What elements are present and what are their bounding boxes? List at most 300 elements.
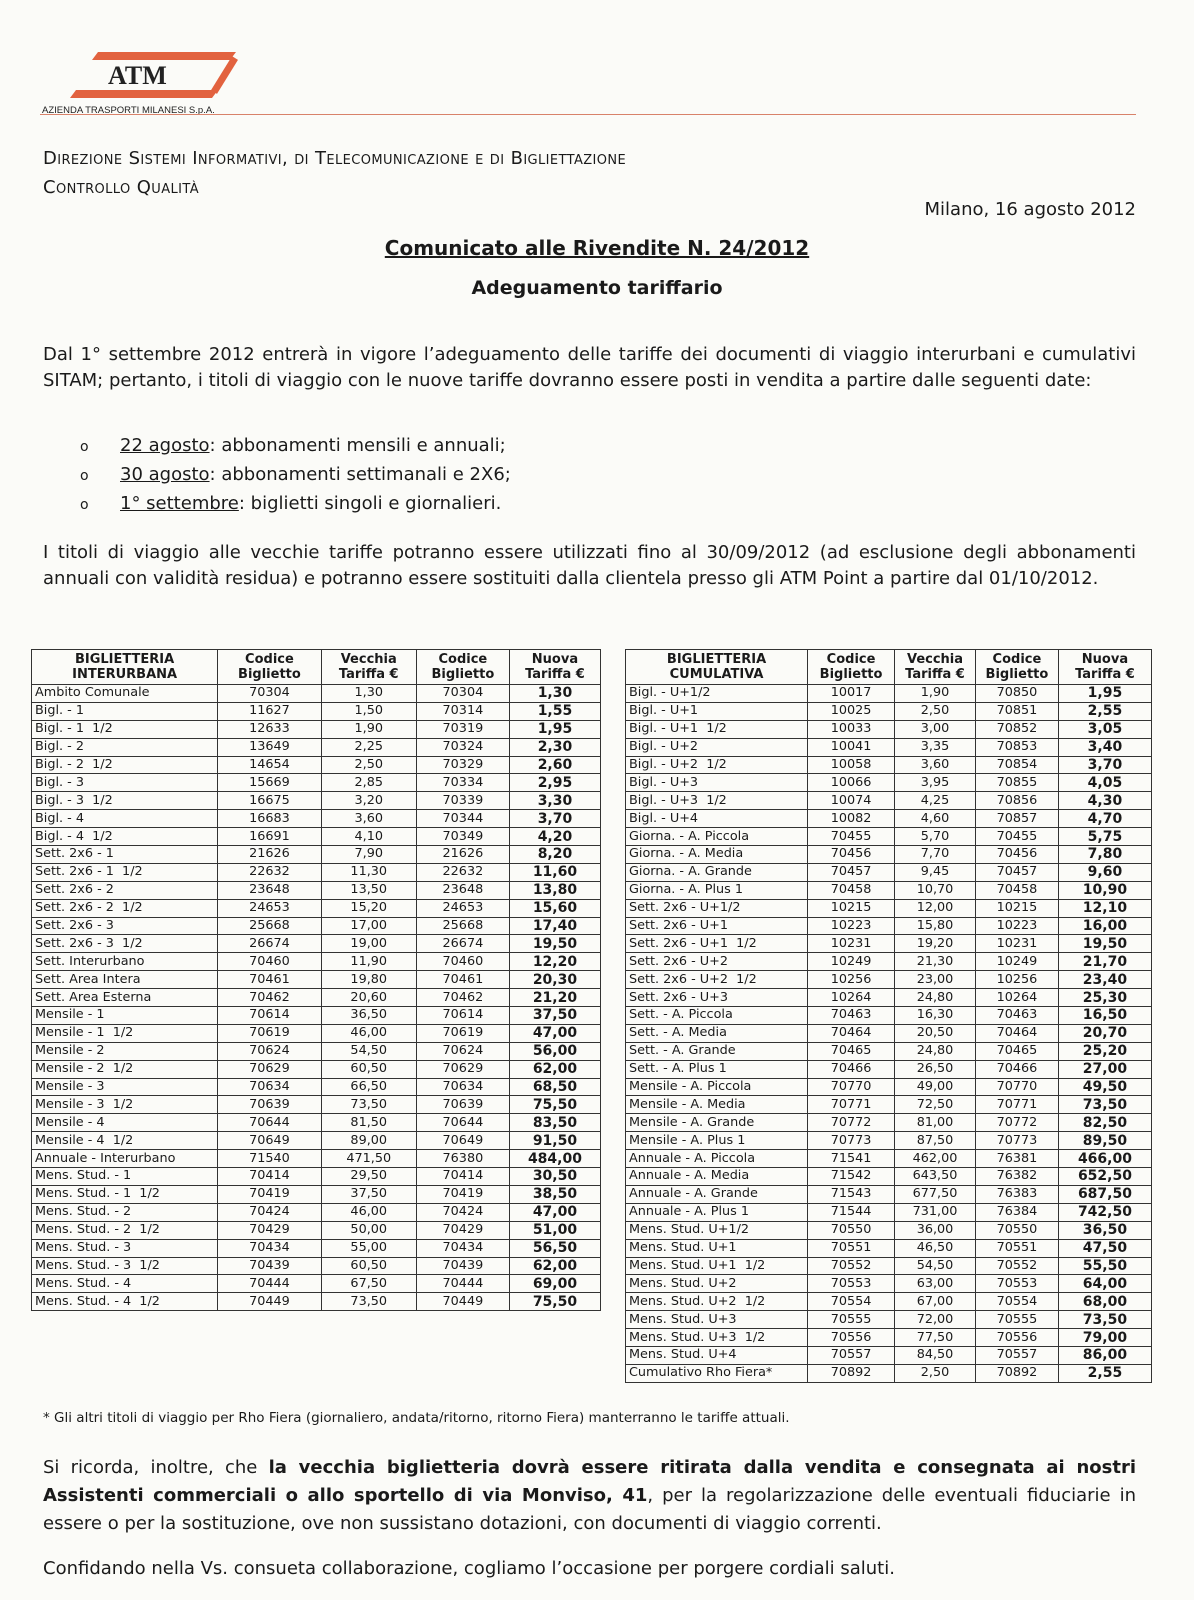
table-row	[626, 756, 1152, 774]
table-row	[32, 971, 601, 989]
old-fare-cell: 1,30	[321, 685, 416, 703]
table-row	[32, 1185, 601, 1203]
new-code-cell: 70424	[416, 1203, 509, 1221]
ticket-name-cell: Sett. 2x6 - U+3	[626, 989, 808, 1007]
old-code-cell: 70458	[808, 881, 895, 899]
ticket-name-cell: Sett. 2x6 - U+2 1/2	[626, 971, 808, 989]
new-code-cell: 76381	[975, 1150, 1058, 1168]
table-row	[626, 1060, 1152, 1078]
column-header	[975, 650, 1058, 685]
new-fare-cell: 21,20	[509, 989, 600, 1007]
new-code-cell: 70465	[975, 1042, 1058, 1060]
new-fare-cell: 4,70	[1058, 810, 1151, 828]
new-code-cell: 70649	[416, 1132, 509, 1150]
old-fare-cell: 73,50	[321, 1096, 416, 1114]
ticket-name-cell: Bigl. - 3 1/2	[32, 792, 218, 810]
new-code-cell: 70850	[975, 685, 1058, 703]
old-code-cell: 15669	[218, 774, 321, 792]
new-code-cell: 10256	[975, 971, 1058, 989]
new-code-cell: 70624	[416, 1042, 509, 1060]
new-code-cell: 70854	[975, 756, 1058, 774]
table-row	[32, 1150, 601, 1168]
old-code-cell: 10082	[808, 810, 895, 828]
ticket-name-cell: Sett. 2x6 - 1 1/2	[32, 863, 218, 881]
new-fare-cell: 68,50	[509, 1078, 600, 1096]
new-code-cell: 70304	[416, 685, 509, 703]
new-fare-cell: 91,50	[509, 1132, 600, 1150]
old-code-cell: 23648	[218, 881, 321, 899]
ticket-name-cell: Mens. Stud. U+4	[626, 1346, 808, 1364]
new-code-cell: 70329	[416, 756, 509, 774]
new-fare-cell: 4,05	[1058, 774, 1151, 792]
ticket-name-cell: Mens. Stud. - 2 1/2	[32, 1221, 218, 1239]
old-code-cell: 70555	[808, 1311, 895, 1329]
new-code-cell: 70455	[975, 828, 1058, 846]
table-row	[32, 1042, 601, 1060]
column-header-line-1: Codice	[826, 652, 876, 667]
old-code-cell: 70634	[218, 1078, 321, 1096]
old-code-cell: 70414	[218, 1168, 321, 1186]
ticket-name-cell: Sett. 2x6 - U+1 1/2	[626, 935, 808, 953]
old-fare-cell: 50,00	[321, 1221, 416, 1239]
table-row	[32, 1060, 601, 1078]
table-row	[626, 720, 1152, 738]
ticket-name-cell: Mensile - 2	[32, 1042, 218, 1060]
ticket-name-cell: Mens. Stud. U+2	[626, 1275, 808, 1293]
old-fare-cell: 11,90	[321, 953, 416, 971]
new-code-cell: 70324	[416, 738, 509, 756]
old-fare-cell: 67,00	[895, 1293, 976, 1311]
new-code-cell: 70619	[416, 1024, 509, 1042]
new-fare-cell: 89,50	[1058, 1132, 1151, 1150]
new-fare-cell: 19,50	[1058, 935, 1151, 953]
old-code-cell: 70460	[218, 953, 321, 971]
column-header-line-1: Nuova	[1081, 652, 1129, 667]
old-code-cell: 70461	[218, 971, 321, 989]
ticket-name-cell: Bigl. - U+4	[626, 810, 808, 828]
new-code-cell: 70349	[416, 828, 509, 846]
column-header	[1058, 650, 1151, 685]
ticket-name-cell: Bigl. - 3	[32, 774, 218, 792]
new-fare-cell: 2,55	[1058, 1364, 1151, 1382]
ticket-name-cell: Sett. Interurbano	[32, 953, 218, 971]
new-fare-cell: 73,50	[1058, 1311, 1151, 1329]
new-fare-cell: 5,75	[1058, 828, 1151, 846]
column-header	[808, 650, 895, 685]
table-row	[626, 935, 1152, 953]
table-row	[32, 792, 601, 810]
ticket-name-cell: Sett. 2x6 - 1	[32, 846, 218, 864]
ticket-name-cell: Bigl. - 1 1/2	[32, 720, 218, 738]
logo-stripe-bottom	[70, 90, 218, 98]
ticket-name-cell: Sett. - A. Grande	[626, 1042, 808, 1060]
new-code-cell: 76383	[975, 1185, 1058, 1203]
new-code-cell: 70556	[975, 1329, 1058, 1347]
ticket-name-cell: Bigl. - 4 1/2	[32, 828, 218, 846]
ticket-name-cell: Bigl. - U+2 1/2	[626, 756, 808, 774]
new-code-cell: 70344	[416, 810, 509, 828]
ticket-name-cell: Mensile - A. Grande	[626, 1114, 808, 1132]
old-code-cell: 10223	[808, 917, 895, 935]
ticket-name-cell: Mensile - A. Media	[626, 1096, 808, 1114]
old-fare-cell: 81,00	[895, 1114, 976, 1132]
table-row	[626, 1275, 1152, 1293]
new-code-cell: 76380	[416, 1150, 509, 1168]
new-code-cell: 70552	[975, 1257, 1058, 1275]
old-code-cell: 12633	[218, 720, 321, 738]
old-fare-cell: 24,80	[895, 989, 976, 1007]
table-row	[32, 1114, 601, 1132]
new-fare-cell: 742,50	[1058, 1203, 1151, 1221]
ticket-name-cell: Bigl. - U+1	[626, 702, 808, 720]
table-row	[626, 685, 1152, 703]
table-row	[626, 1132, 1152, 1150]
new-fare-cell: 2,60	[509, 756, 600, 774]
table-row	[32, 935, 601, 953]
department-line-2: Controllo Qualità	[43, 177, 199, 198]
ticket-name-cell: Sett. 2x6 - 2	[32, 881, 218, 899]
new-fare-cell: 55,50	[1058, 1257, 1151, 1275]
old-code-cell: 25668	[218, 917, 321, 935]
new-code-cell: 70773	[975, 1132, 1058, 1150]
table-row	[626, 953, 1152, 971]
ticket-name-cell: Bigl. - U+3	[626, 774, 808, 792]
new-fare-cell: 11,60	[509, 863, 600, 881]
new-code-cell: 10215	[975, 899, 1058, 917]
table-row	[626, 1168, 1152, 1186]
new-fare-cell: 83,50	[509, 1114, 600, 1132]
ticket-name-cell: Mensile - 3 1/2	[32, 1096, 218, 1114]
new-code-cell: 26674	[416, 935, 509, 953]
table-row	[626, 1185, 1152, 1203]
old-fare-cell: 49,00	[895, 1078, 976, 1096]
old-fare-cell: 19,80	[321, 971, 416, 989]
new-fare-cell: 1,30	[509, 685, 600, 703]
column-header	[416, 650, 509, 685]
old-fare-cell: 72,50	[895, 1096, 976, 1114]
table-header-row	[626, 650, 1152, 685]
old-code-cell: 10264	[808, 989, 895, 1007]
new-fare-cell: 2,55	[1058, 702, 1151, 720]
column-header-line-1: Codice	[438, 652, 488, 667]
new-fare-cell: 64,00	[1058, 1275, 1151, 1293]
new-code-cell: 70457	[975, 863, 1058, 881]
new-code-cell: 70853	[975, 738, 1058, 756]
old-code-cell: 70629	[218, 1060, 321, 1078]
new-fare-cell: 16,00	[1058, 917, 1151, 935]
ticket-name-cell: Bigl. - 2	[32, 738, 218, 756]
list-item-text: : abbonamenti mensili e annuali;	[209, 435, 506, 456]
table-row	[32, 1293, 601, 1311]
old-fare-cell: 11,30	[321, 863, 416, 881]
new-fare-cell: 3,40	[1058, 738, 1151, 756]
old-fare-cell: 15,20	[321, 899, 416, 917]
table-row	[32, 1096, 601, 1114]
list-item-date: 22 agosto	[120, 435, 210, 456]
column-header-line-2: Tariffa €	[338, 667, 399, 682]
ticket-name-cell: Giorna. - A. Plus 1	[626, 881, 808, 899]
footnote: * Gli altri titoli di viaggio per Rho Fiera (giornaliero, andata/ritorno, ritorno Fiera) manterranno le tariffe attuali.	[43, 1410, 790, 1426]
department-line-1: Direzione Sistemi Informativi, di Telecomunicazione e di Bigliettazione	[43, 148, 627, 169]
old-fare-cell: 643,50	[895, 1168, 976, 1186]
old-code-cell: 10017	[808, 685, 895, 703]
old-code-cell: 10074	[808, 792, 895, 810]
table-row	[32, 1024, 601, 1042]
new-code-cell: 70434	[416, 1239, 509, 1257]
old-fare-cell: 3,00	[895, 720, 976, 738]
old-code-cell: 70462	[218, 989, 321, 1007]
old-code-cell: 10256	[808, 971, 895, 989]
ticket-name-cell: Sett. - A. Media	[626, 1024, 808, 1042]
ticket-name-cell: Mensile - 4 1/2	[32, 1132, 218, 1150]
old-fare-cell: 46,00	[321, 1203, 416, 1221]
column-header-line-2: Tariffa €	[905, 667, 965, 682]
new-fare-cell: 3,70	[509, 810, 600, 828]
old-fare-cell: 67,50	[321, 1275, 416, 1293]
old-fare-cell: 21,30	[895, 953, 976, 971]
ticket-name-cell: Mensile - 1 1/2	[32, 1024, 218, 1042]
old-fare-cell: 73,50	[321, 1293, 416, 1311]
closing-paragraph: Confidando nella Vs. consueta collaborazione, cogliamo l’occasione per porgere cordiali saluti.	[43, 1558, 895, 1579]
ticket-name-cell: Mens. Stud. U+3	[626, 1311, 808, 1329]
old-code-cell: 10058	[808, 756, 895, 774]
table-row	[626, 792, 1152, 810]
ticket-name-cell: Sett. 2x6 - 3 1/2	[32, 935, 218, 953]
reminder-pre: Si ricorda, inoltre, che	[43, 1457, 269, 1478]
table-row	[626, 1221, 1152, 1239]
new-code-cell: 70334	[416, 774, 509, 792]
new-fare-cell: 19,50	[509, 935, 600, 953]
table-row	[626, 846, 1152, 864]
new-fare-cell: 466,00	[1058, 1150, 1151, 1168]
table-row	[626, 881, 1152, 899]
old-fare-cell: 72,00	[895, 1311, 976, 1329]
ticket-name-cell: Sett. - A. Plus 1	[626, 1060, 808, 1078]
ticket-name-cell: Mens. Stud. U+1	[626, 1239, 808, 1257]
new-fare-cell: 652,50	[1058, 1168, 1151, 1186]
list-item-date: 30 agosto	[120, 464, 210, 485]
column-header-line-1: Nuova	[531, 652, 579, 667]
ticket-name-cell: Mens. Stud. U+2 1/2	[626, 1293, 808, 1311]
table-row	[32, 1221, 601, 1239]
new-code-cell: 70614	[416, 1007, 509, 1025]
column-header	[321, 650, 416, 685]
table-row	[32, 702, 601, 720]
old-fare-cell: 36,00	[895, 1221, 976, 1239]
old-code-cell: 70439	[218, 1257, 321, 1275]
table-row	[626, 1096, 1152, 1114]
header-rule	[40, 114, 1136, 115]
old-code-cell: 70463	[808, 1007, 895, 1025]
new-code-cell: 70414	[416, 1168, 509, 1186]
old-code-cell: 70434	[218, 1239, 321, 1257]
new-fare-cell: 75,50	[509, 1096, 600, 1114]
new-fare-cell: 15,60	[509, 899, 600, 917]
old-fare-cell: 2,50	[895, 1364, 976, 1382]
table-row	[626, 702, 1152, 720]
old-fare-cell: 7,90	[321, 846, 416, 864]
new-fare-cell: 16,50	[1058, 1007, 1151, 1025]
new-fare-cell: 49,50	[1058, 1078, 1151, 1096]
new-fare-cell: 38,50	[509, 1185, 600, 1203]
new-fare-cell: 47,00	[509, 1203, 600, 1221]
ticket-name-cell: Mens. Stud. - 1 1/2	[32, 1185, 218, 1203]
new-fare-cell: 3,05	[1058, 720, 1151, 738]
old-fare-cell: 16,30	[895, 1007, 976, 1025]
new-fare-cell: 12,10	[1058, 899, 1151, 917]
old-code-cell: 10066	[808, 774, 895, 792]
table-row	[626, 989, 1152, 1007]
old-fare-cell: 12,00	[895, 899, 976, 917]
old-fare-cell: 37,50	[321, 1185, 416, 1203]
table-row	[32, 863, 601, 881]
new-fare-cell: 23,40	[1058, 971, 1151, 989]
old-fare-cell: 19,00	[321, 935, 416, 953]
new-fare-cell: 73,50	[1058, 1096, 1151, 1114]
new-fare-cell: 10,90	[1058, 881, 1151, 899]
old-fare-cell: 23,00	[895, 971, 976, 989]
table-row	[626, 971, 1152, 989]
old-code-cell: 70770	[808, 1078, 895, 1096]
table-row	[32, 846, 601, 864]
old-fare-cell: 60,50	[321, 1257, 416, 1275]
new-fare-cell: 75,50	[509, 1293, 600, 1311]
table-row	[32, 810, 601, 828]
old-fare-cell: 19,20	[895, 935, 976, 953]
old-code-cell: 11627	[218, 702, 321, 720]
old-fare-cell: 46,50	[895, 1239, 976, 1257]
ticket-name-cell: Mensile - 3	[32, 1078, 218, 1096]
new-code-cell: 70772	[975, 1114, 1058, 1132]
new-fare-cell: 687,50	[1058, 1185, 1151, 1203]
new-code-cell: 70855	[975, 774, 1058, 792]
new-code-cell: 70319	[416, 720, 509, 738]
new-fare-cell: 68,00	[1058, 1293, 1151, 1311]
ticket-name-cell: Mensile - 2 1/2	[32, 1060, 218, 1078]
old-fare-cell: 20,60	[321, 989, 416, 1007]
table-row	[626, 1293, 1152, 1311]
new-fare-cell: 25,30	[1058, 989, 1151, 1007]
table-row	[32, 1078, 601, 1096]
old-code-cell: 70557	[808, 1346, 895, 1364]
ticket-name-cell: Mens. Stud. - 4	[32, 1275, 218, 1293]
table-row	[32, 1203, 601, 1221]
department-header	[43, 144, 626, 202]
new-fare-cell: 13,80	[509, 881, 600, 899]
new-code-cell: 22632	[416, 863, 509, 881]
old-fare-cell: 3,60	[895, 756, 976, 774]
table-row	[626, 1203, 1152, 1221]
old-code-cell: 70619	[218, 1024, 321, 1042]
old-code-cell: 70304	[218, 685, 321, 703]
old-code-cell: 70892	[808, 1364, 895, 1382]
old-fare-cell: 54,50	[321, 1042, 416, 1060]
column-header	[218, 650, 321, 685]
old-code-cell: 26674	[218, 935, 321, 953]
old-fare-cell: 462,00	[895, 1150, 976, 1168]
new-code-cell: 76384	[975, 1203, 1058, 1221]
new-fare-cell: 2,95	[509, 774, 600, 792]
new-fare-cell: 47,00	[509, 1024, 600, 1042]
ticket-name-cell: Annuale - Interurbano	[32, 1150, 218, 1168]
new-code-cell: 70458	[975, 881, 1058, 899]
column-header-line-1: BIGLIETTERIA	[74, 652, 175, 667]
column-header	[32, 650, 218, 685]
reminder-post: , per la regolarizzazione delle eventuali fiduciarie in essere o per la sostituzione, ove non sussistano dotazioni, con documenti di viaggio correnti.	[43, 1485, 1136, 1534]
new-code-cell: 70462	[416, 989, 509, 1007]
new-fare-cell: 25,20	[1058, 1042, 1151, 1060]
ticket-name-cell: Mens. Stud. - 3	[32, 1239, 218, 1257]
old-fare-cell: 29,50	[321, 1168, 416, 1186]
column-header-line-1: Codice	[992, 652, 1042, 667]
ticket-name-cell: Annuale - A. Media	[626, 1168, 808, 1186]
new-code-cell: 70550	[975, 1221, 1058, 1239]
old-fare-cell: 63,00	[895, 1275, 976, 1293]
old-code-cell: 70466	[808, 1060, 895, 1078]
new-fare-cell: 4,20	[509, 828, 600, 846]
new-code-cell: 10264	[975, 989, 1058, 1007]
document-title: Comunicato alle Rivendite N. 24/2012	[384, 236, 810, 260]
ticket-name-cell: Mens. Stud. U+3 1/2	[626, 1329, 808, 1347]
ticket-name-cell: Bigl. - U+2	[626, 738, 808, 756]
old-fare-cell: 13,50	[321, 881, 416, 899]
table-row	[32, 774, 601, 792]
new-code-cell: 70852	[975, 720, 1058, 738]
logo-brand: ATM	[108, 61, 167, 90]
list-item-date: 1° settembre	[120, 493, 239, 514]
ticket-name-cell: Annuale - A. Grande	[626, 1185, 808, 1203]
list-item	[80, 432, 511, 461]
table-row	[32, 1239, 601, 1257]
new-fare-cell: 69,00	[509, 1275, 600, 1293]
new-fare-cell: 56,50	[509, 1239, 600, 1257]
reminder-bold: la vecchia biglietteria dovrà essere ritirata dalla vendita e consegnata ai nostri Assistenti commerciali o allo sportello di via Monviso, 41	[43, 1457, 1137, 1506]
ticket-name-cell: Mens. Stud. - 2	[32, 1203, 218, 1221]
ticket-name-cell: Giorna. - A. Media	[626, 846, 808, 864]
ticket-name-cell: Mens. Stud. - 3 1/2	[32, 1257, 218, 1275]
old-code-cell: 71541	[808, 1150, 895, 1168]
old-code-cell: 22632	[218, 863, 321, 881]
old-fare-cell: 7,70	[895, 846, 976, 864]
old-fare-cell: 3,60	[321, 810, 416, 828]
document-subtitle: Adeguamento tariffario	[471, 277, 723, 299]
logo-company: AZIENDA TRASPORTI MILANESI S.p.A.	[42, 105, 215, 116]
new-fare-cell: 62,00	[509, 1257, 600, 1275]
old-code-cell: 70429	[218, 1221, 321, 1239]
column-header-line-2: Tariffa €	[1075, 667, 1135, 682]
new-code-cell: 24653	[416, 899, 509, 917]
new-fare-cell: 484,00	[509, 1150, 600, 1168]
table-row	[626, 899, 1152, 917]
old-fare-cell: 4,25	[895, 792, 976, 810]
ticket-name-cell: Giorna. - A. Piccola	[626, 828, 808, 846]
ticket-name-cell: Mensile - 4	[32, 1114, 218, 1132]
old-code-cell: 14654	[218, 756, 321, 774]
old-code-cell: 71543	[808, 1185, 895, 1203]
old-code-cell: 10025	[808, 702, 895, 720]
old-code-cell: 10231	[808, 935, 895, 953]
old-fare-cell: 55,00	[321, 1239, 416, 1257]
ticket-name-cell: Sett. - A. Piccola	[626, 1007, 808, 1025]
new-code-cell: 70555	[975, 1311, 1058, 1329]
ticket-name-cell: Annuale - A. Piccola	[626, 1150, 808, 1168]
old-fare-cell: 20,50	[895, 1024, 976, 1042]
new-fare-cell: 56,00	[509, 1042, 600, 1060]
table-row	[626, 1114, 1152, 1132]
table-row	[626, 738, 1152, 756]
new-fare-cell: 9,60	[1058, 863, 1151, 881]
new-code-cell: 70551	[975, 1239, 1058, 1257]
